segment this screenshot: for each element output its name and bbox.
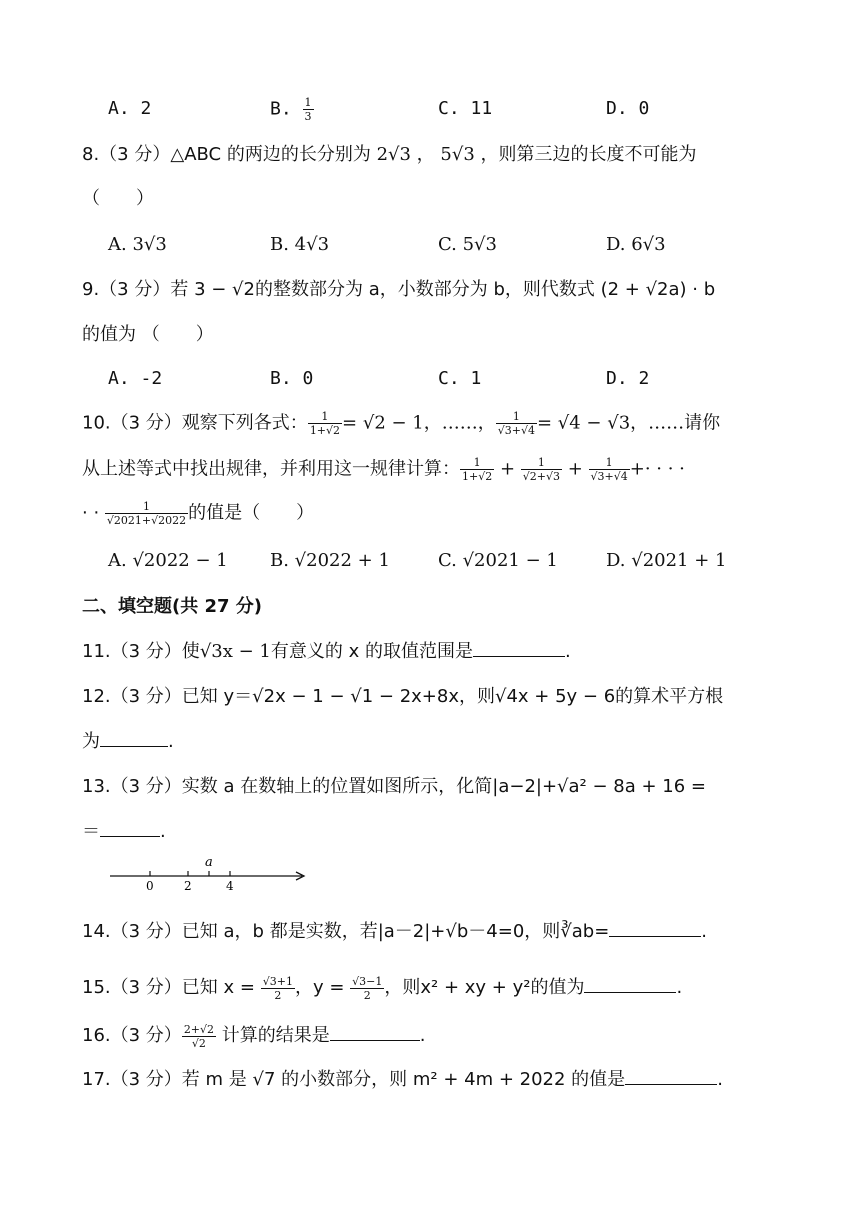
q8-question: 8.（3 分）△ABC 的两边的长分别为 2√3 ， 5√3 ，则第三边的长度不可能为 — [82, 144, 697, 165]
q7-option-b-label: B. — [270, 98, 303, 120]
q11-question: 11.（3 分）使√3x − 1有意义的 x 的取值范围是 . — [82, 638, 571, 665]
q16-question: 16.（3 分） $\frac{2+√2}{√2}$ 计算的结果是 . — [82, 1022, 426, 1050]
number-line-figure — [104, 852, 314, 896]
q16-fraction: $\frac{2+√2}{√2}$ — [183, 1022, 215, 1050]
q17-question: 17.（3 分）若 m 是 √7 的小数部分，则 m² + 4m + 2022 的值是 . — [82, 1066, 723, 1093]
tick-label-4: 4 — [226, 879, 234, 893]
q9-option-d: D. 2 — [606, 368, 650, 389]
q10-fraction-1: $\frac{1}{1+√2}$ — [309, 410, 341, 437]
tick-label-2: 2 — [184, 879, 192, 893]
q9-option-c: C. 1 — [438, 368, 482, 389]
q10-option-c: C. √2021 − 1 — [438, 550, 558, 571]
q10-option-a: A. √2022 − 1 — [108, 550, 228, 571]
q8-option-b: B. 4√3 — [270, 234, 330, 255]
q10-fraction-2: $\frac{1}{√3+√4}$ — [497, 410, 535, 437]
q7-option-c: C. 11 — [438, 98, 493, 119]
q10-fraction-6: $\frac{1}{√2021+√2022}$ — [106, 500, 187, 527]
q13-question: 13.（3 分）实数 a 在数轴上的位置如图所示，化简|a−2|+√a² − 8a + 16 = — [82, 776, 707, 797]
q8-option-a: A. 3√3 — [108, 234, 167, 255]
q9-option-a: A. -2 — [108, 368, 163, 389]
q7-option-a: A. 2 — [108, 98, 152, 119]
q8-option-d: D. 6√3 — [606, 234, 666, 255]
q15-fraction-x: $\frac{√3+1}{2}$ — [262, 974, 293, 1002]
q12-answer-blank[interactable] — [100, 728, 168, 747]
q9-option-b: B. 0 — [270, 368, 314, 389]
q14-question: 14.（3 分）已知 a，b 都是实数，若|a－2|+√b－4=0，则∛ab= . — [82, 918, 707, 945]
q10-fraction-4: $\frac{1}{√2+√3}$ — [522, 456, 560, 483]
q12-question-cont: 为 . — [82, 728, 174, 755]
q14-answer-blank[interactable] — [609, 918, 701, 937]
q12-question: 12.（3 分）已知 y＝√2x − 1 − √1 − 2x+8x，则√4x + 5y − 6的算术平方根 — [82, 686, 724, 707]
q7-option-d: D. 0 — [606, 98, 650, 119]
q9-question: 9.（3 分）若 3 − √2的整数部分为 a，小数部分为 b，则代数式 (2 + √2a) · b — [82, 279, 716, 300]
q10-question-line2: 从上述等式中找出规律，并利用这一规律计算： $\frac{1}{1+√2}$ + $\frac{1}{√2+√3}$ + $\frac{1}{√3+√4}$ +· · · · — [82, 456, 685, 483]
section-heading: 二、填空题(共 27 分) — [82, 596, 263, 617]
q10-option-b: B. √2022 + 1 — [270, 550, 390, 571]
tick-label-0: 0 — [146, 879, 154, 893]
q10-question: 10.（3 分）观察下列各式： $\frac{1}{1+√2}$ = √2 − 1，……， $\frac{1}{√3+√4}$ = √4 − √3，……请你 — [82, 410, 721, 437]
q8-paren: （ ） — [82, 188, 154, 209]
q15-answer-blank[interactable] — [584, 974, 676, 993]
q13-answer-blank[interactable] — [100, 818, 160, 837]
q10-option-d: D. √2021 + 1 — [606, 550, 727, 571]
q7-option-b-fraction: $\frac{1}{3}$ — [304, 96, 312, 123]
q11-answer-blank[interactable] — [473, 638, 565, 657]
point-label-a: a — [205, 855, 213, 870]
q7-option-b — [270, 96, 314, 123]
q9-question-cont: 的值为 （ ） — [82, 324, 214, 345]
q8-option-c: C. 5√3 — [438, 234, 497, 255]
q17-answer-blank[interactable] — [625, 1066, 717, 1085]
q15-fraction-y: $\frac{√3-1}{2}$ — [352, 974, 383, 1002]
q15-question: 15.（3 分）已知 x = $\frac{√3+1}{2}$ ，y = $\frac{√3-1}{2}$ ，则x² + xy + y²的值为 . — [82, 974, 683, 1002]
q10-question-line3: · · $\frac{1}{√2021+√2022}$ 的值是（ ） — [82, 500, 315, 527]
q16-answer-blank[interactable] — [330, 1022, 420, 1041]
q13-question-cont: ＝ . — [82, 818, 166, 845]
q10-fraction-5: $\frac{1}{√3+√4}$ — [590, 456, 628, 483]
q10-fraction-3: $\frac{1}{1+√2}$ — [462, 456, 493, 483]
